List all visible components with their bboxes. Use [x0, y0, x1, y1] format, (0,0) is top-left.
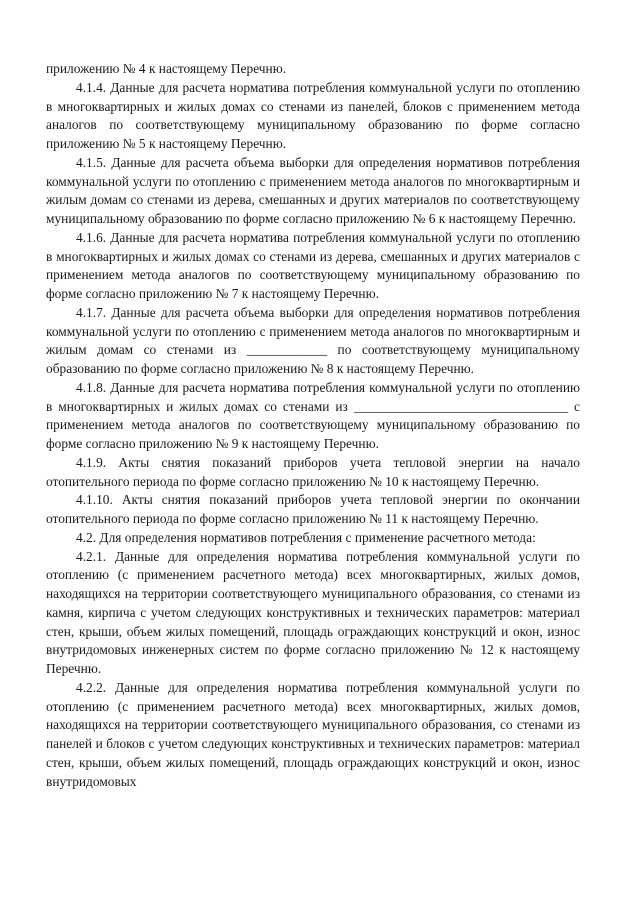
paragraph-4-1-6: 4.1.6. Данные для расчета норматива потребления коммунальной услуги по отоплению в многоквартирных и жилых домах со стенами из дерева, смешанных и других материалов с применением метода аналогов по соответствующему муниципальному образованию по форме согласно приложению № 7 к настоящему Перечню. [46, 229, 580, 301]
document-body [46, 60, 580, 791]
paragraph-4-2: 4.2. Для определения нормативов потребления с применение расчетного метода: [76, 529, 536, 545]
paragraph-4-1-5: 4.1.5. Данные для расчета объема выборки для определения нормативов потребления коммунальной услуги по отоплению с применением метода аналогов по многоквартирным и жилым домам со стенами из дерева, смешанных и других материалов по соответствующему муниципальному образованию по форме согласно приложению № 6 к настоящему Перечню. [46, 154, 580, 226]
paragraph-4-1-9: 4.1.9. Акты снятия показаний приборов учета тепловой энергии на начало отопительного периода по форме согласно приложению № 10 к настоящему Перечню. [46, 454, 580, 489]
paragraph-4-1-10: 4.1.10. Акты снятия показаний приборов учета тепловой энергии по окончании отопительного периода по форме согласно приложению № 11 к настоящему Перечню. [46, 492, 580, 526]
paragraph-4-1-8: 4.1.8. Данные для расчета норматива потребления коммунальной услуги по отоплению в многоквартирных и жилых домах со стенами из ________________________________ с применением метода аналогов по соответствующему муниципальному образованию по форме согласно приложению № 9 к настоящему Перечню. [46, 379, 580, 451]
paragraph-4-2-1: 4.2.1. Данные для определения норматива потребления коммунальной услуги по отоплению (с применением расчетного метода) всех многоквартирных, жилых домов, находящихся на территории соответствующего муниципального образования, со стенами из камня, кирпича с учетом следующих конструктивных и технических параметров: материал стен, крыши, объем жилых помещений, площадь ограждающих конструкций и окон, износ внутридомовых инженерных систем по форме согласно приложению № 12 к настоящему Перечню. [46, 548, 580, 676]
paragraph-4-1-7: 4.1.7. Данные для расчета объема выборки для определения нормативов потребления коммунальной услуги по отоплению с применением метода аналогов по многоквартирным и жилым домам со стенами из ____________ по соответствующему муниципальному образованию по форме согласно приложению № 8 к настоящему Перечню. [46, 304, 580, 376]
paragraph-4-1-4: 4.1.4. Данные для расчета норматива потребления коммунальной услуги по отоплению в многоквартирных и жилых домах со стенами из панелей, блоков с применением метода аналогов по соответствующему муниципальному образованию по форме согласно приложению № 5 к настоящему Перечню. [46, 79, 580, 151]
paragraph-continuation: приложению № 4 к настоящему Перечню. [46, 61, 287, 76]
paragraph-4-2-2: 4.2.2. Данные для определения норматива потребления коммунальной услуги по отоплению (с применением расчетного метода) всех многоквартирных, жилых домов, находящихся на территории соответствующего муниципального образования, со стенами из панелей и блоков с учетом следующих конструктивных и технических параметров: материал стен, крыши, объем жилых помещений, площадь ограждающих конструкций и окон, износ внутридомовых [46, 679, 580, 789]
